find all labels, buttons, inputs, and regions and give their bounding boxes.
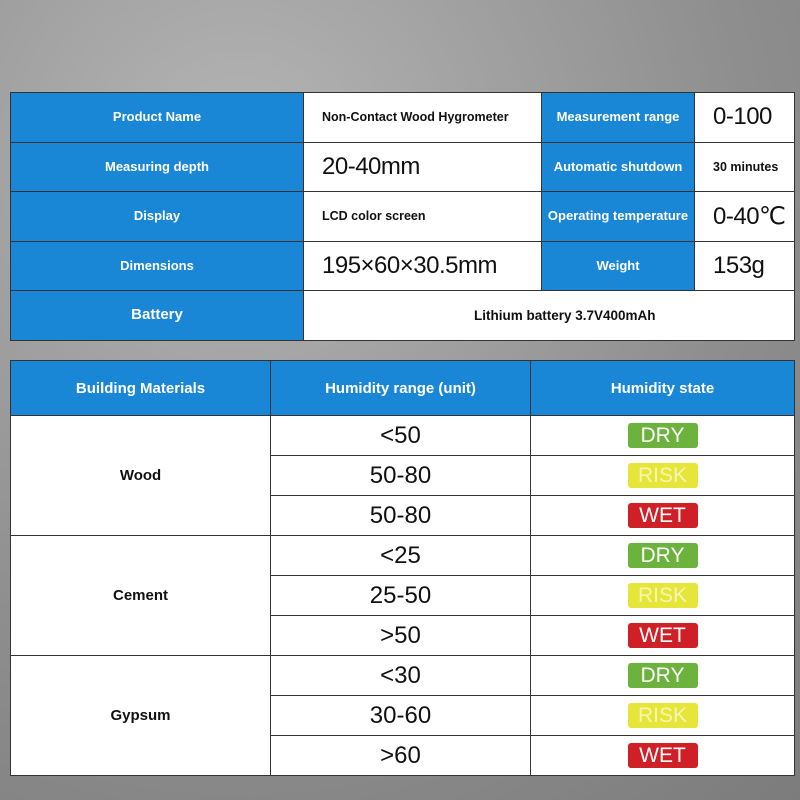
spec-label: Automatic shutdown bbox=[542, 142, 695, 192]
humidity-table bbox=[10, 360, 795, 776]
humidity-state-cell bbox=[531, 656, 795, 696]
humidity-row bbox=[11, 536, 795, 576]
spec-value: Lithium battery 3.7V400mAh bbox=[304, 291, 795, 341]
humidity-range: 30-60 bbox=[271, 696, 531, 736]
spec-value: 0-40℃ bbox=[695, 192, 795, 242]
humidity-state-cell bbox=[531, 496, 795, 536]
state-badge: WET bbox=[628, 503, 698, 528]
header-humidity-range: Humidity range (unit) bbox=[271, 361, 531, 416]
spec-label: Weight bbox=[542, 241, 695, 291]
state-badge: DRY bbox=[628, 663, 698, 688]
spec-table bbox=[10, 92, 795, 341]
state-badge: WET bbox=[628, 743, 698, 768]
spec-value: 30 minutes bbox=[695, 142, 795, 192]
battery-label-overlay: Battery bbox=[11, 291, 304, 340]
state-badge: RISK bbox=[628, 463, 698, 488]
header-humidity-state: Humidity state bbox=[531, 361, 795, 416]
spec-row bbox=[11, 192, 795, 242]
humidity-state-cell bbox=[531, 696, 795, 736]
spec-row bbox=[11, 93, 795, 143]
spec-label: Operating temperature bbox=[542, 192, 695, 242]
spec-row-battery bbox=[11, 291, 795, 341]
humidity-state-cell bbox=[531, 416, 795, 456]
spec-label: Display bbox=[11, 192, 304, 242]
spec-value: 195×60×30.5mm bbox=[304, 241, 542, 291]
spec-label: Measurement range bbox=[542, 93, 695, 143]
state-badge: RISK bbox=[628, 583, 698, 608]
humidity-state-cell bbox=[531, 576, 795, 616]
humidity-state-cell bbox=[531, 736, 795, 776]
humidity-row bbox=[11, 656, 795, 696]
humidity-state-cell bbox=[531, 456, 795, 496]
spec-value: LCD color screen bbox=[304, 192, 542, 242]
spec-value: 153g bbox=[695, 241, 795, 291]
material-name: Gypsum bbox=[11, 656, 271, 776]
state-badge: DRY bbox=[628, 543, 698, 568]
spec-row bbox=[11, 142, 795, 192]
humidity-range: <30 bbox=[271, 656, 531, 696]
humidity-range: 50-80 bbox=[271, 496, 531, 536]
spec-value: 0-100 bbox=[695, 93, 795, 143]
spec-label bbox=[11, 291, 304, 341]
spec-label: Dimensions bbox=[11, 241, 304, 291]
humidity-range: >60 bbox=[271, 736, 531, 776]
humidity-range: 25-50 bbox=[271, 576, 531, 616]
humidity-range: >50 bbox=[271, 616, 531, 656]
spec-value: 20-40mm bbox=[304, 142, 542, 192]
state-badge: DRY bbox=[628, 423, 698, 448]
material-name: Cement bbox=[11, 536, 271, 656]
humidity-state-cell bbox=[531, 536, 795, 576]
humidity-state-cell bbox=[531, 616, 795, 656]
header-building-materials: Building Materials bbox=[11, 361, 271, 416]
humidity-range: <25 bbox=[271, 536, 531, 576]
spec-row bbox=[11, 241, 795, 291]
state-badge: WET bbox=[628, 623, 698, 648]
humidity-range: 50-80 bbox=[271, 456, 531, 496]
state-badge: RISK bbox=[628, 703, 698, 728]
humidity-range: <50 bbox=[271, 416, 531, 456]
spec-label: Product Name bbox=[11, 93, 304, 143]
spec-value: Non-Contact Wood Hygrometer bbox=[304, 93, 542, 143]
humidity-row bbox=[11, 416, 795, 456]
spec-label: Measuring depth bbox=[11, 142, 304, 192]
material-name: Wood bbox=[11, 416, 271, 536]
